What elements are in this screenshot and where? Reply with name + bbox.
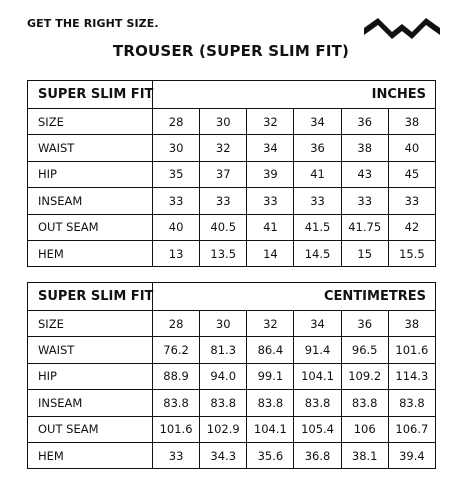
fit-label: SUPER SLIM FIT <box>28 81 153 109</box>
table-cell: 40 <box>153 214 200 240</box>
table-cell: 15.5 <box>388 240 435 266</box>
table-cell: 104.1 <box>247 416 294 442</box>
table-cell: 33 <box>200 188 247 214</box>
table-row <box>28 416 436 442</box>
row-label: WAIST <box>28 135 153 161</box>
table-cell: 76.2 <box>153 337 200 363</box>
table-cell: 41.5 <box>294 214 341 240</box>
table-row <box>28 214 436 240</box>
table-row <box>28 442 436 468</box>
row-label: INSEAM <box>28 188 153 214</box>
table-cell: 38 <box>388 109 435 135</box>
row-label: HEM <box>28 442 153 468</box>
table-cell: 33 <box>341 188 388 214</box>
table-cell: 32 <box>247 311 294 337</box>
table-cell: 15 <box>341 240 388 266</box>
table-cell: 109.2 <box>341 363 388 389</box>
table-row <box>28 161 436 187</box>
table-row <box>28 135 436 161</box>
table-header-row <box>28 81 436 109</box>
table-cell: 33 <box>294 188 341 214</box>
table-cell: 41.75 <box>341 214 388 240</box>
table-cell: 105.4 <box>294 416 341 442</box>
table-cell: 14.5 <box>294 240 341 266</box>
table-cell: 13.5 <box>200 240 247 266</box>
table-cell: 83.8 <box>388 390 435 416</box>
table-cell: 30 <box>200 311 247 337</box>
page-title: TROUSER (SUPER SLIM FIT) <box>112 42 350 60</box>
table-cell: 38 <box>388 311 435 337</box>
table-cell: 88.9 <box>153 363 200 389</box>
table-cell: 33 <box>388 188 435 214</box>
row-label: HEM <box>28 240 153 266</box>
table-cell: 39.4 <box>388 442 435 468</box>
table-cell: 83.8 <box>247 390 294 416</box>
table-cell: 13 <box>153 240 200 266</box>
table-cell: 41 <box>247 214 294 240</box>
table-cell: 36 <box>294 135 341 161</box>
unit-label: CENTIMETRES <box>153 283 436 311</box>
table-cell: 30 <box>200 109 247 135</box>
table-cell: 106 <box>341 416 388 442</box>
table-cell: 81.3 <box>200 337 247 363</box>
table-row <box>28 337 436 363</box>
table-cell: 91.4 <box>294 337 341 363</box>
table-cell: 104.1 <box>294 363 341 389</box>
size-table-inches <box>27 80 436 267</box>
table-cell: 83.8 <box>341 390 388 416</box>
table-cell: 34 <box>294 311 341 337</box>
tagline: GET THE RIGHT SIZE. <box>27 17 159 30</box>
table-cell: 83.8 <box>294 390 341 416</box>
table-cell: 30 <box>153 135 200 161</box>
row-label: OUT SEAM <box>28 416 153 442</box>
row-label: HIP <box>28 363 153 389</box>
table-cell: 14 <box>247 240 294 266</box>
table-cell: 35.6 <box>247 442 294 468</box>
table-row <box>28 311 436 337</box>
table-cell: 38 <box>341 135 388 161</box>
table-cell: 40.5 <box>200 214 247 240</box>
table-cell: 34.3 <box>200 442 247 468</box>
row-label: HIP <box>28 161 153 187</box>
table-row <box>28 363 436 389</box>
table-cell: 33 <box>153 442 200 468</box>
table-cell: 33 <box>247 188 294 214</box>
table-cell: 34 <box>247 135 294 161</box>
table-cell: 36.8 <box>294 442 341 468</box>
table-cell: 36 <box>341 109 388 135</box>
table-cell: 83.8 <box>153 390 200 416</box>
table-cell: 96.5 <box>341 337 388 363</box>
unit-label: INCHES <box>153 81 436 109</box>
size-table-centimetres <box>27 282 436 469</box>
row-label: WAIST <box>28 337 153 363</box>
table-cell: 86.4 <box>247 337 294 363</box>
table-row <box>28 109 436 135</box>
table-row <box>28 188 436 214</box>
fit-label: SUPER SLIM FIT <box>28 283 153 311</box>
table-cell: 39 <box>247 161 294 187</box>
table-cell: 35 <box>153 161 200 187</box>
table-cell: 94.0 <box>200 363 247 389</box>
table-cell: 33 <box>153 188 200 214</box>
table-cell: 40 <box>388 135 435 161</box>
table-cell: 41 <box>294 161 341 187</box>
table-cell: 102.9 <box>200 416 247 442</box>
table-cell: 45 <box>388 161 435 187</box>
table-cell: 32 <box>200 135 247 161</box>
table-cell: 37 <box>200 161 247 187</box>
table-cell: 114.3 <box>388 363 435 389</box>
table-cell: 99.1 <box>247 363 294 389</box>
table-cell: 32 <box>247 109 294 135</box>
table-cell: 101.6 <box>388 337 435 363</box>
table-row <box>28 240 436 266</box>
table-cell: 106.7 <box>388 416 435 442</box>
table-cell: 36 <box>341 311 388 337</box>
table-cell: 34 <box>294 109 341 135</box>
table-header-row <box>28 283 436 311</box>
row-label: INSEAM <box>28 390 153 416</box>
table-cell: 101.6 <box>153 416 200 442</box>
table-cell: 42 <box>388 214 435 240</box>
table-row <box>28 390 436 416</box>
table-cell: 28 <box>153 311 200 337</box>
table-cell: 38.1 <box>341 442 388 468</box>
table-cell: 28 <box>153 109 200 135</box>
row-label: OUT SEAM <box>28 214 153 240</box>
table-cell: 43 <box>341 161 388 187</box>
table-cell: 83.8 <box>200 390 247 416</box>
row-label: SIZE <box>28 109 153 135</box>
row-label: SIZE <box>28 311 153 337</box>
